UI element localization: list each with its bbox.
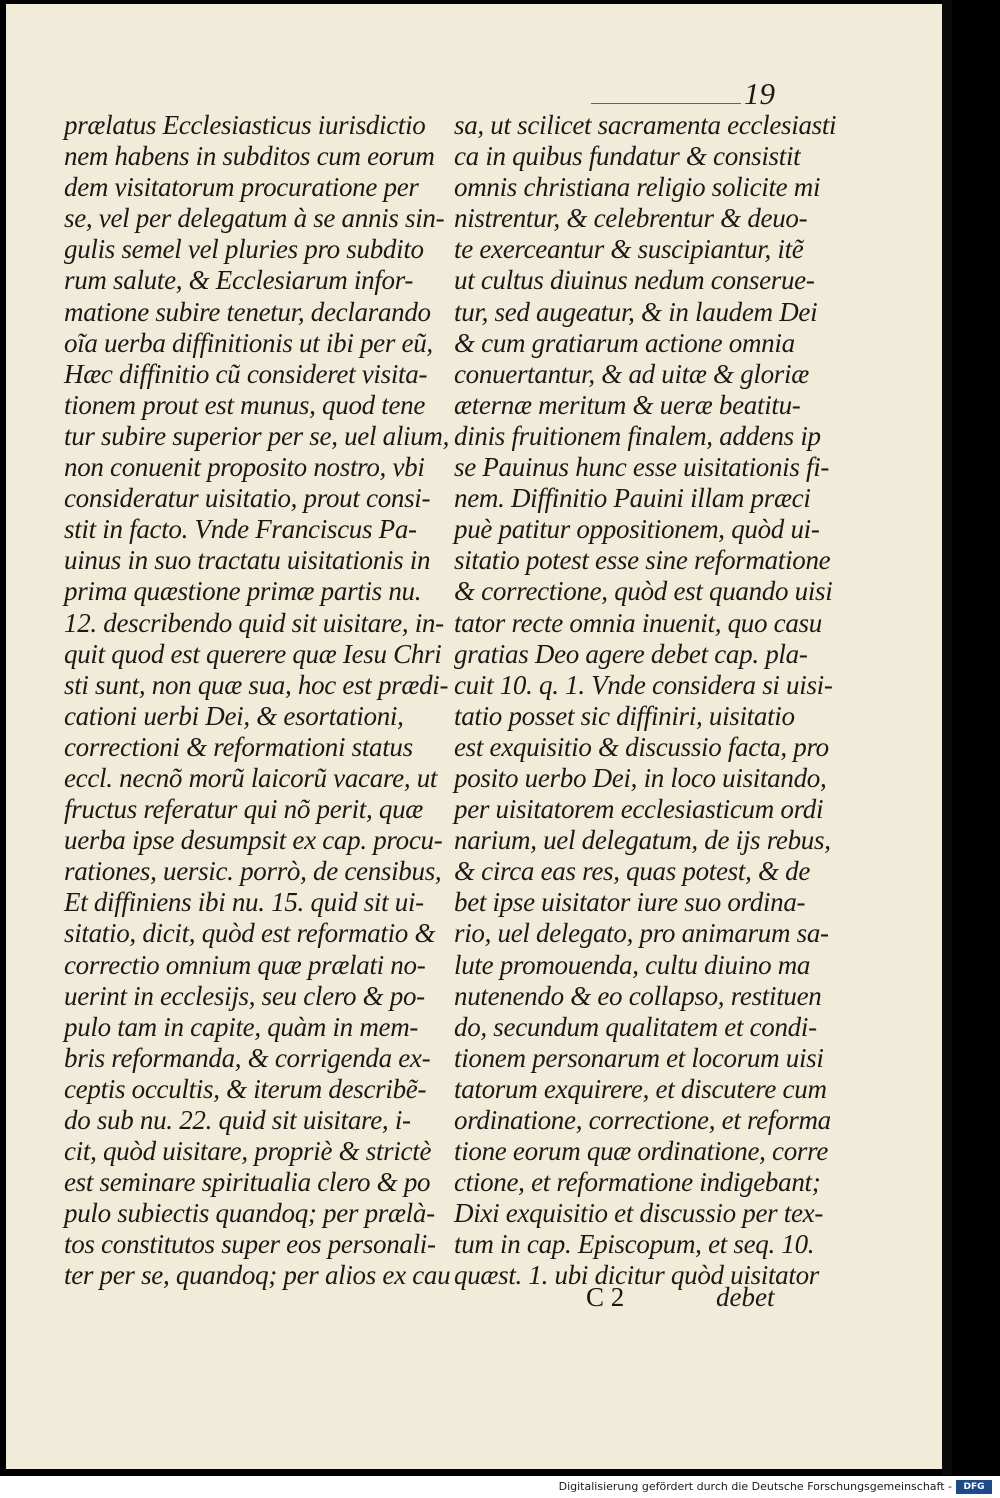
signature-mark: C 2 bbox=[586, 1282, 625, 1312]
left-column-text-line: Et diffiniens ibi nu. 15. quid sit ui- bbox=[64, 887, 424, 918]
right-column-text-line: gratias Deo agere debet cap. pla- bbox=[454, 638, 808, 669]
digitization-footer bbox=[0, 1476, 1000, 1498]
left-column-text-line: 12. describendo quid sit uisitare, in- bbox=[64, 607, 444, 638]
left-column-text-line: non conuenit proposito nostro, vbi bbox=[64, 452, 425, 483]
left-column-text-line: tur subire superior per se, uel alium, bbox=[64, 420, 450, 451]
left-column-text-line: correctioni & reformationi status bbox=[64, 731, 413, 762]
right-column-text-line: sitatio potest esse sine reformatione bbox=[454, 545, 831, 576]
left-column-text-line: bris reformanda, & corrigenda ex- bbox=[64, 1042, 431, 1073]
right-column-text-line: dinis fruitionem finalem, addens ip bbox=[454, 420, 821, 451]
left-column-text-line: oĩa uerba diffinitionis ut ibi per eũ, bbox=[64, 327, 433, 358]
left-column-text-line: sitatio, dicit, quòd est reformatio & bbox=[64, 918, 436, 949]
footer-credit: Digitalisierung gefördert durch die Deutsche Forschungsgemeinschaft - bbox=[558, 1480, 952, 1493]
page-footer-line bbox=[454, 1282, 834, 1313]
left-column-text-line: dem visitatorum procuratione per bbox=[64, 172, 419, 203]
right-column-text-line: tionem personarum et locorum uisi bbox=[454, 1042, 824, 1073]
right-column-text-line: do, secundum qualitatem et condi- bbox=[454, 1011, 817, 1042]
left-column-text-line: ter per se, quandoq; per alios ex cau bbox=[64, 1260, 451, 1291]
left-column-text-line: cationi uerbi Dei, & esortationi, bbox=[64, 700, 404, 731]
left-column-text-line: rationes, uersic. porrò, de censibus, bbox=[64, 856, 442, 887]
right-column-text-line: cuit 10. q. 1. Vnde considera si uisi- bbox=[454, 669, 833, 700]
left-column-text-line: nem habens in subditos cum eorum bbox=[64, 141, 435, 172]
left-column-text-line: tos constitutos super eos personali- bbox=[64, 1229, 436, 1260]
left-column-text-line: rum salute, & Ecclesiarum infor- bbox=[64, 265, 414, 296]
right-column-text-line: lute promouenda, cultu diuino ma bbox=[454, 949, 811, 980]
book-page bbox=[6, 4, 945, 1469]
left-column-text-line: sti sunt, non quæ sua, hoc est prædi- bbox=[64, 669, 449, 700]
right-column-text-line: nem. Diffinitio Pauini illam præci bbox=[454, 483, 811, 514]
left-column-text-line: do sub nu. 22. quid sit uisitare, i- bbox=[64, 1105, 411, 1135]
left-column-text-line: eccl. necnõ morũ laicorũ vacare, ut bbox=[64, 762, 438, 793]
right-column-text-line: tum in cap. Episcopum, et seq. 10. bbox=[454, 1229, 815, 1260]
left-column-text-line: matione subire tenetur, declarando bbox=[64, 296, 431, 327]
right-column-text-line: nistrentur, & celebrentur & deuo- bbox=[454, 203, 808, 234]
right-column-text-line: quæst. 1. ubi dicitur quòd uisitator bbox=[454, 1260, 819, 1291]
right-column-text-line: Dixi exquisitio et discussio per tex- bbox=[454, 1198, 824, 1229]
right-column-text-line: nutenendo & eo collapso, restituen bbox=[454, 980, 822, 1011]
left-column-text-line: uerint in ecclesijs, seu clero & po- bbox=[64, 980, 425, 1011]
right-column-text-line: conuertantur, & ad uitæ & gloriæ bbox=[454, 358, 809, 389]
right-column-text-line: est exquisitio & discussio facta, pro bbox=[454, 731, 829, 762]
left-column bbox=[64, 110, 451, 1292]
left-column-text-line: uerba ipse desumpsit ex cap. procu- bbox=[64, 825, 443, 856]
page-number: 19 bbox=[744, 76, 775, 111]
left-column-text-line: stit in facto. Vnde Franciscus Pa- bbox=[64, 514, 417, 545]
left-column-text-line: fructus referatur qui nõ perit, quæ bbox=[64, 794, 423, 825]
right-column-text-line: se Pauinus hunc esse uisitationis fi- bbox=[454, 452, 830, 483]
page-edge-shadow bbox=[942, 0, 952, 1475]
right-column-text-line: te exerceantur & suscipiantur, itẽ bbox=[454, 234, 804, 265]
right-column-text-line: per uisitatorem ecclesiasticum ordi bbox=[454, 794, 824, 825]
right-column-text-line: tator recte omnia inuenit, quo casu bbox=[454, 607, 822, 638]
right-column-text-line: æternæ meritum & ueræ beatitu- bbox=[454, 389, 801, 420]
left-column-text-line: pulo tam in capite, quàm in mem- bbox=[64, 1011, 419, 1042]
dfg-logo: DFG bbox=[956, 1480, 992, 1494]
left-column-text-line: prælatus Ecclesiasticus iurisdictio bbox=[64, 110, 426, 140]
catchword: debet bbox=[716, 1282, 775, 1312]
left-column-text-line: correctio omnium quæ prælati no- bbox=[64, 949, 426, 980]
right-column-text-line: ctione, et reformatione indigebant; bbox=[454, 1167, 821, 1198]
left-column-text-line: est seminare spiritualia clero & po bbox=[64, 1167, 431, 1198]
right-column-text-line: tur, sed augeatur, & in laudem Dei bbox=[454, 296, 818, 327]
left-column-text-line: pulo subiectis quandoq; per prælà- bbox=[64, 1198, 435, 1229]
right-column-text-line: puè patitur oppositionem, quòd ui- bbox=[454, 514, 820, 545]
right-column-text-line: & correctione, quòd est quando uisi bbox=[454, 576, 833, 607]
right-column-text-line: tione eorum quæ ordinatione, corre bbox=[454, 1136, 829, 1167]
right-column-text-line: posito uerbo Dei, in loco uisitando, bbox=[454, 762, 827, 793]
right-column bbox=[454, 110, 837, 1292]
right-column-text-line: tatorum exquirere, et discutere cum bbox=[454, 1073, 827, 1104]
right-column-text-line: & circa eas res, quas potest, & de bbox=[454, 856, 811, 887]
left-column-text-line: se, vel per delegatum à se annis sin- bbox=[64, 203, 445, 234]
right-column-text-line: sa, ut scilicet sacramenta ecclesiasti bbox=[454, 110, 837, 140]
right-column-text-line: & cum gratiarum actione omnia bbox=[454, 327, 795, 358]
right-column-text-line: ca in quibus fundatur & consistit bbox=[454, 141, 801, 172]
left-column-text-line: Hæc diffinitio cũ consideret visita- bbox=[64, 358, 428, 389]
left-column-text-line: gulis semel vel pluries pro subdito bbox=[64, 234, 424, 265]
right-column-text-line: ordinatione, correctione, et reforma bbox=[454, 1105, 831, 1135]
left-column-text-line: consideratur uisitatio, prout consi- bbox=[64, 483, 431, 514]
left-column-text-line: tionem prout est munus, quod tene bbox=[64, 389, 426, 420]
right-column-text-line: omnis christiana religio solicite mi bbox=[454, 172, 821, 203]
right-column-text-line: narium, uel delegatum, de ijs rebus, bbox=[454, 825, 831, 856]
left-column-text-line: cit, quòd uisitare, propriè & strictè bbox=[64, 1136, 432, 1167]
left-column-text-line: prima quæstione primæ partis nu. bbox=[64, 576, 422, 607]
left-column-text-line: quit quod est querere quæ Iesu Chri bbox=[64, 638, 442, 669]
left-column-text-line: ceptis occultis, & iterum describẽ- bbox=[64, 1073, 427, 1104]
right-column-text-line: bet ipse uisitator iure suo ordina- bbox=[454, 887, 806, 918]
header-rule bbox=[591, 103, 741, 104]
right-column-text-line: tatio posset sic diffiniri, uisitatio bbox=[454, 700, 795, 731]
right-column-text-line: ut cultus diuinus nedum conserue- bbox=[454, 265, 815, 296]
left-column-text-line: uinus in suo tractatu uisitationis in bbox=[64, 545, 431, 576]
right-column-text-line: rio, uel delegato, pro animarum sa- bbox=[454, 918, 829, 949]
